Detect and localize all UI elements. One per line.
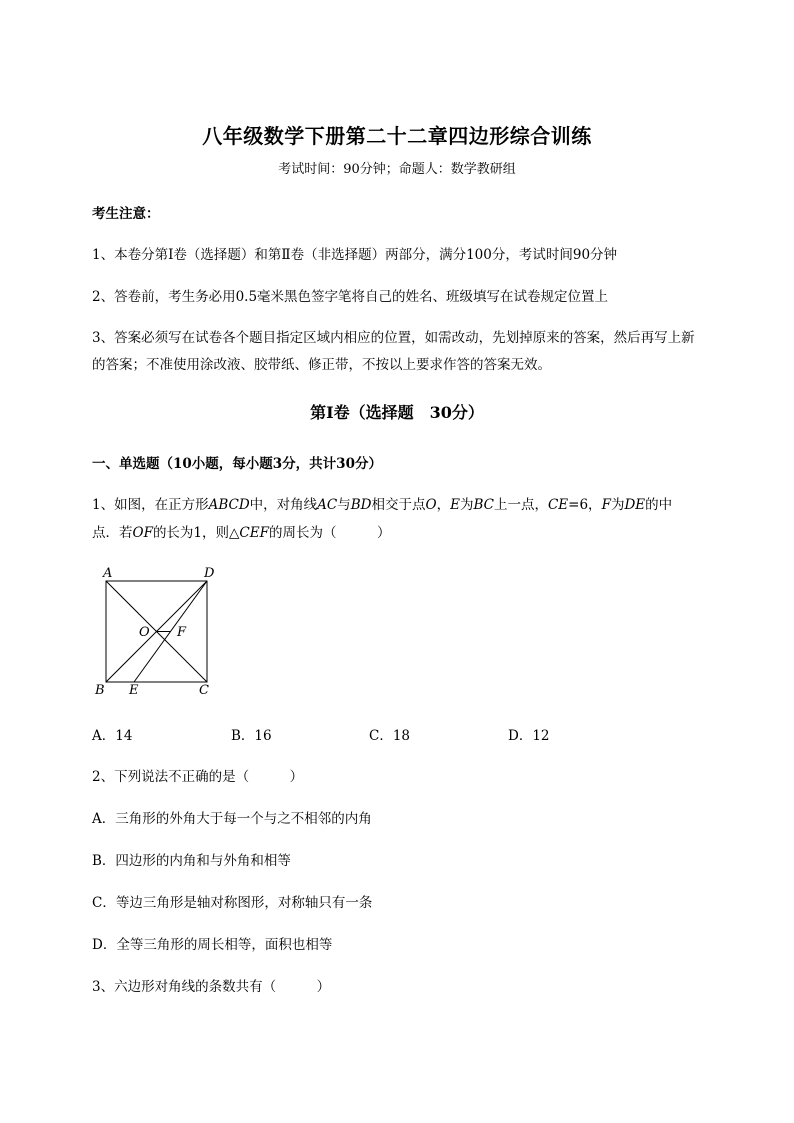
question-1-line-1 xyxy=(92,493,672,513)
q1-var: E xyxy=(450,497,460,513)
square-diagram xyxy=(88,560,228,700)
q1-option-b[interactable]: B．16 xyxy=(231,728,272,744)
notice-item-1: 1、本卷分第I卷（选择题）和第Ⅱ卷（非选择题）两部分，满分100分，考试时间90分钟 xyxy=(92,247,618,263)
label-d: D xyxy=(204,566,215,581)
q2-option-d[interactable]: D．全等三角形的周长相等，面积也相等 xyxy=(92,937,333,953)
q1-option-a[interactable]: A．14 xyxy=(92,728,133,744)
q1-var: AC xyxy=(317,497,338,513)
label-c: C xyxy=(199,683,209,698)
q2-option-b[interactable]: B．四边形的内角和与外角和相等 xyxy=(92,853,291,869)
q1-option-c[interactable]: C．18 xyxy=(369,728,411,744)
q1-text: 点．若 xyxy=(92,525,133,541)
q1-text: 为 xyxy=(459,497,474,513)
exam-title: 八年级数学下册第二十二章四边形综合训练 xyxy=(202,124,592,148)
q1-var: CEF xyxy=(239,525,269,541)
q2-option-c[interactable]: C．等边三角形是轴对称图形，对称轴只有一条 xyxy=(92,895,373,911)
q1-text: 的中 xyxy=(645,497,673,513)
q1-text: 的周长为（ ） xyxy=(268,525,391,541)
label-a: A xyxy=(103,566,113,581)
question-1-line-2 xyxy=(92,521,390,541)
q1-var: F xyxy=(601,497,611,513)
part-heading: 一、单选题（10小题，每小题3分，共计30分） xyxy=(92,456,382,472)
q1-var: BD xyxy=(350,497,372,513)
q1-text: 中，对角线 xyxy=(249,497,318,513)
q1-var: DE xyxy=(624,497,646,513)
label-o: O xyxy=(139,625,150,640)
q1-text: 1、如图，在正方形 xyxy=(92,497,209,513)
notice-heading: 考生注意： xyxy=(92,206,160,222)
exam-subtitle: 考试时间：90分钟；命题人：数学教研组 xyxy=(278,162,516,177)
section-title: 第I卷（选择题 30分） xyxy=(310,403,484,422)
question-2-stem: 2、下列说法不正确的是（ ） xyxy=(92,769,304,785)
q1-text: 与 xyxy=(337,497,351,513)
notice-item-2: 2、答卷前，考生务必用0.5毫米黑色签字笔将自己的姓名、班级填写在试卷规定位置上 xyxy=(92,289,609,305)
q1-text: 的长为1，则△ xyxy=(152,525,240,541)
q1-text: =6， xyxy=(568,497,602,513)
q1-var: BC xyxy=(473,497,494,513)
question-3-stem: 3、六边形对角线的条数共有（ ） xyxy=(92,979,331,995)
q1-text: ， xyxy=(436,497,451,513)
label-b: B xyxy=(95,683,105,698)
notice-item-3: 3、答案必须写在试卷各个题目指定区域内相应的位置，如需改动，先划掉原来的答案，然后再写上新 xyxy=(92,330,695,346)
q1-var: ABCD xyxy=(208,497,250,513)
q2-option-a[interactable]: A．三角形的外角大于每一个与之不相邻的内角 xyxy=(92,811,372,827)
q1-text: 相交于点 xyxy=(371,497,426,513)
notice-item-3-continued: 的答案；不准使用涂改液、胶带纸、修正带，不按以上要求作答的答案无效。 xyxy=(92,357,551,373)
q1-var: OF xyxy=(132,525,153,541)
q1-option-d[interactable]: D．12 xyxy=(508,728,550,744)
label-f: F xyxy=(177,625,187,640)
q1-text: 为 xyxy=(610,497,625,513)
label-e: E xyxy=(129,683,139,698)
q1-text: 上一点， xyxy=(493,497,548,513)
q1-var: O xyxy=(425,497,437,513)
q1-var: CE xyxy=(547,497,569,513)
